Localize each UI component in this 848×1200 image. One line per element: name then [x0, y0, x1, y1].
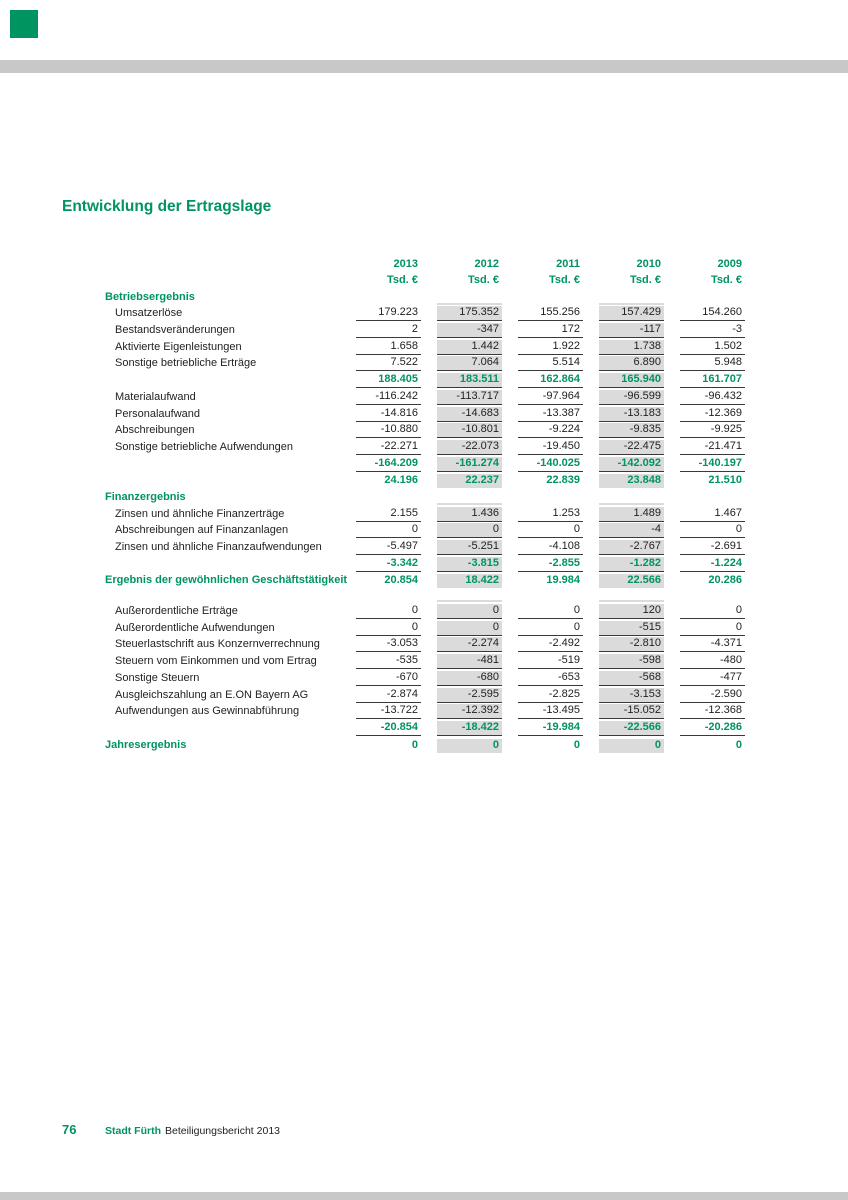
table-row — [105, 422, 750, 439]
year-header-2013: 2013 — [393, 258, 418, 270]
value-cell: -116.242 — [356, 390, 421, 405]
value-cell: -9.925 — [680, 423, 745, 438]
value-cell: -568 — [599, 671, 664, 686]
table-header-years — [105, 256, 750, 272]
table-row — [105, 338, 750, 355]
value-cell — [518, 503, 583, 505]
value-cell: -3.342 — [356, 557, 421, 572]
table-row — [105, 572, 750, 589]
value-cell: -2.691 — [680, 540, 745, 555]
row-label: Außerordentliche Erträge — [115, 605, 238, 618]
table-row — [105, 321, 750, 338]
value-cell: -3.153 — [599, 688, 664, 703]
value-cell: -22.566 — [599, 721, 664, 736]
value-cell: 1.489 — [599, 507, 664, 522]
year-header-2010: 2010 — [636, 258, 661, 270]
table-row — [105, 405, 750, 422]
row-label: Aufwendungen aus Gewinnabführung — [115, 705, 300, 718]
row-label — [105, 600, 356, 602]
row-label: Ergebnis der gewöhnlichen Geschäftstätigkeit — [105, 574, 348, 587]
value-cell: 1.436 — [437, 507, 502, 522]
value-cell: 1.442 — [437, 340, 502, 355]
value-cell: -2.590 — [680, 688, 745, 703]
value-cell: 0 — [735, 738, 742, 751]
value-cell: -5.251 — [437, 540, 502, 555]
row-label: Abschreibungen auf Finanzanlagen — [115, 524, 289, 537]
value-cell: -2.595 — [437, 688, 502, 703]
year-header-2011: 2011 — [556, 258, 580, 270]
value-cell: 0 — [437, 604, 502, 619]
value-cell: 5.514 — [518, 356, 583, 371]
unit-header: Tsd. € — [711, 274, 742, 286]
table-row — [105, 505, 750, 522]
value-cell — [437, 503, 502, 505]
value-cell: -14.816 — [356, 407, 421, 422]
row-label: Finanzergebnis — [105, 490, 186, 503]
row-label: Sonstige betriebliche Aufwendungen — [115, 440, 293, 453]
value-cell: 161.707 — [680, 373, 745, 388]
value-cell: 0 — [518, 523, 583, 538]
row-label — [105, 570, 356, 572]
header-label-spacer — [105, 286, 356, 288]
value-cell: 154.260 — [680, 306, 745, 321]
table-row — [105, 669, 750, 686]
value-cell: 24.196 — [384, 474, 418, 487]
row-label: Zinsen und ähnliche Finanzaufwendungen — [115, 541, 322, 553]
row-label: Zinsen und ähnliche Finanzerträge — [115, 507, 285, 520]
value-cell: -653 — [518, 671, 583, 686]
table-row — [105, 455, 750, 472]
value-cell: 5.948 — [680, 356, 745, 371]
row-label — [105, 386, 356, 388]
bottom-divider-bar — [0, 1192, 848, 1200]
value-cell: -2.767 — [599, 540, 664, 555]
row-label: Sonstige betriebliche Erträge — [115, 357, 257, 370]
value-cell: 7.522 — [356, 356, 421, 371]
value-cell: -3 — [680, 323, 745, 338]
value-cell: -140.197 — [680, 457, 745, 472]
value-cell — [518, 303, 583, 305]
value-cell: 21.510 — [708, 474, 742, 487]
value-cell: -22.073 — [437, 440, 502, 455]
value-cell: -515 — [599, 621, 664, 636]
value-cell: -670 — [356, 671, 421, 686]
table-body — [105, 288, 750, 753]
table-row — [105, 555, 750, 572]
value-cell: -140.025 — [518, 457, 583, 472]
row-label: Jahresergebnis — [105, 738, 187, 751]
value-cell: -2.810 — [599, 637, 664, 652]
value-cell: -481 — [437, 654, 502, 669]
value-cell: -9.835 — [599, 423, 664, 438]
value-cell: 162.864 — [518, 373, 583, 388]
table-row — [105, 388, 750, 405]
value-cell: -347 — [437, 323, 502, 338]
value-cell: 22.839 — [546, 474, 580, 487]
value-cell: -21.471 — [680, 440, 745, 455]
value-cell: 0 — [680, 621, 745, 636]
brand-square — [10, 10, 38, 38]
row-label: Materialaufwand — [115, 390, 196, 403]
table-row — [105, 736, 750, 753]
table-row — [105, 438, 750, 455]
table-row — [105, 288, 750, 305]
unit-header: Tsd. € — [468, 274, 499, 286]
table-row — [105, 652, 750, 669]
value-cell: 23.848 — [599, 474, 664, 488]
value-cell: -12.392 — [437, 704, 502, 719]
value-cell: 22.566 — [599, 574, 664, 588]
header-label-spacer — [105, 270, 356, 272]
row-label: Ausgleichszahlung an E.ON Bayern AG — [115, 688, 309, 701]
value-cell: 0 — [356, 604, 421, 619]
value-cell: -2.855 — [518, 557, 583, 572]
value-cell: -19.450 — [518, 440, 583, 455]
value-cell: -1.224 — [680, 557, 745, 572]
table-row — [105, 636, 750, 653]
value-cell — [680, 600, 745, 602]
value-cell: 0 — [437, 621, 502, 636]
footer — [62, 1122, 280, 1137]
value-cell: 120 — [599, 604, 664, 619]
row-label: Außerordentliche Aufwendungen — [115, 621, 275, 634]
page-title: Entwicklung der Ertragslage — [62, 198, 272, 215]
value-cell: -598 — [599, 654, 664, 669]
row-label: Sonstige Steuern — [115, 671, 200, 684]
value-cell: 6.890 — [599, 356, 664, 371]
unit-header: Tsd. € — [630, 274, 661, 286]
row-label: Abschreibungen — [115, 424, 195, 437]
value-cell: -18.422 — [437, 721, 502, 736]
value-cell: 188.405 — [356, 373, 421, 388]
table-row — [105, 619, 750, 636]
table-row — [105, 355, 750, 372]
value-cell: -2.492 — [518, 637, 583, 652]
value-cell: 1.658 — [356, 340, 421, 355]
earnings-table — [105, 256, 750, 753]
value-cell: -4 — [599, 523, 664, 538]
value-cell: -12.369 — [680, 407, 745, 422]
row-label — [105, 734, 356, 736]
table-row — [105, 488, 750, 505]
value-cell: 1.253 — [518, 507, 583, 522]
table-row — [105, 371, 750, 388]
value-cell: -22.475 — [599, 440, 664, 455]
table-row — [105, 686, 750, 703]
value-cell: 0 — [411, 738, 418, 751]
value-cell: -1.282 — [599, 557, 664, 572]
value-cell: -20.286 — [680, 721, 745, 736]
value-cell: 0 — [356, 523, 421, 538]
value-cell: 0 — [680, 604, 745, 619]
value-cell: 165.940 — [599, 373, 664, 388]
year-header-2009: 2009 — [717, 258, 742, 270]
value-cell: -519 — [518, 654, 583, 669]
value-cell: -13.183 — [599, 407, 664, 422]
value-cell: -13.495 — [518, 704, 583, 719]
row-label: Steuern vom Einkommen und vom Ertrag — [115, 655, 317, 668]
value-cell: -19.984 — [518, 721, 583, 736]
value-cell: -2.274 — [437, 637, 502, 652]
row-label — [105, 470, 356, 472]
value-cell: 20.854 — [384, 574, 418, 587]
value-cell: 22.237 — [437, 474, 502, 488]
value-cell: 0 — [518, 604, 583, 619]
value-cell: -13.722 — [356, 704, 421, 719]
value-cell: 183.511 — [437, 373, 502, 388]
page-number: 76 — [62, 1122, 77, 1137]
value-cell: -2.825 — [518, 688, 583, 703]
value-cell: 0 — [437, 739, 502, 753]
row-label: Personalaufwand — [115, 407, 201, 420]
value-cell: -680 — [437, 671, 502, 686]
row-label — [105, 486, 356, 488]
value-cell — [599, 600, 664, 602]
value-cell: -3.815 — [437, 557, 502, 572]
value-cell: 7.064 — [437, 356, 502, 371]
year-header-2012: 2012 — [474, 258, 499, 270]
value-cell: -22.271 — [356, 440, 421, 455]
value-cell — [680, 503, 745, 505]
value-cell: -9.224 — [518, 423, 583, 438]
value-cell: 2.155 — [356, 507, 421, 522]
value-cell: -480 — [680, 654, 745, 669]
value-cell: -96.432 — [680, 390, 745, 405]
value-cell: -20.854 — [356, 721, 421, 736]
value-cell: -5.497 — [356, 540, 421, 555]
value-cell: 0 — [573, 738, 580, 751]
value-cell: 0 — [437, 523, 502, 538]
value-cell — [599, 303, 664, 305]
value-cell: -477 — [680, 671, 745, 686]
value-cell: -15.052 — [599, 704, 664, 719]
value-cell: 179.223 — [356, 306, 421, 321]
value-cell: 18.422 — [437, 574, 502, 588]
table-row — [105, 703, 750, 720]
value-cell: 157.429 — [599, 306, 664, 321]
value-cell: 0 — [680, 523, 745, 538]
value-cell: -4.371 — [680, 637, 745, 652]
value-cell: 1.738 — [599, 340, 664, 355]
value-cell — [518, 600, 583, 602]
table-row — [105, 538, 750, 555]
value-cell: -10.801 — [437, 423, 502, 438]
table-row — [105, 305, 750, 322]
value-cell — [356, 503, 421, 505]
value-cell: -164.209 — [356, 457, 421, 472]
footer-brand: Stadt Fürth — [105, 1125, 161, 1137]
spacer-row — [105, 588, 750, 602]
row-label: Bestandsveränderungen — [115, 324, 235, 337]
value-cell: 1.467 — [680, 507, 745, 522]
table-row — [105, 602, 750, 619]
value-cell — [356, 303, 421, 305]
value-cell: 2 — [356, 323, 421, 338]
value-cell: -2.874 — [356, 688, 421, 703]
value-cell: -113.717 — [437, 390, 502, 405]
value-cell: -4.108 — [518, 540, 583, 555]
row-label: Aktivierte Eigenleistungen — [115, 340, 242, 353]
value-cell: 175.352 — [437, 306, 502, 321]
value-cell — [599, 503, 664, 505]
value-cell — [437, 303, 502, 305]
unit-header: Tsd. € — [549, 274, 580, 286]
value-cell: 155.256 — [518, 306, 583, 321]
row-label: Steuerlastschrift aus Konzernverrechnung — [115, 638, 320, 651]
value-cell: -117 — [599, 323, 664, 338]
table-row — [105, 522, 750, 539]
top-divider-bar — [0, 60, 848, 73]
value-cell — [356, 600, 421, 602]
value-cell: 1.502 — [680, 340, 745, 355]
row-label: Betriebsergebnis — [105, 290, 195, 303]
table-row — [105, 472, 750, 489]
value-cell: -142.092 — [599, 457, 664, 472]
value-cell: -12.368 — [680, 704, 745, 719]
value-cell: 172 — [518, 323, 583, 338]
value-cell — [437, 600, 502, 602]
value-cell: -14.683 — [437, 407, 502, 422]
value-cell: -10.880 — [356, 423, 421, 438]
value-cell — [680, 303, 745, 305]
value-cell: 0 — [518, 621, 583, 636]
value-cell: -535 — [356, 654, 421, 669]
value-cell: -13.387 — [518, 407, 583, 422]
value-cell: 0 — [356, 621, 421, 636]
value-cell: 1.922 — [518, 340, 583, 355]
unit-header: Tsd. € — [387, 274, 418, 286]
value-cell: -161.274 — [437, 457, 502, 472]
value-cell: -97.964 — [518, 390, 583, 405]
value-cell: 0 — [599, 739, 664, 753]
table-row — [105, 719, 750, 736]
value-cell: 19.984 — [546, 574, 580, 587]
value-cell: -96.599 — [599, 390, 664, 405]
footer-report-title: Beteiligungsbericht 2013 — [165, 1125, 280, 1137]
value-cell: 20.286 — [708, 574, 742, 587]
table-header-units — [105, 272, 750, 288]
row-label: Umsatzerlöse — [115, 307, 183, 320]
value-cell: -3.053 — [356, 637, 421, 652]
